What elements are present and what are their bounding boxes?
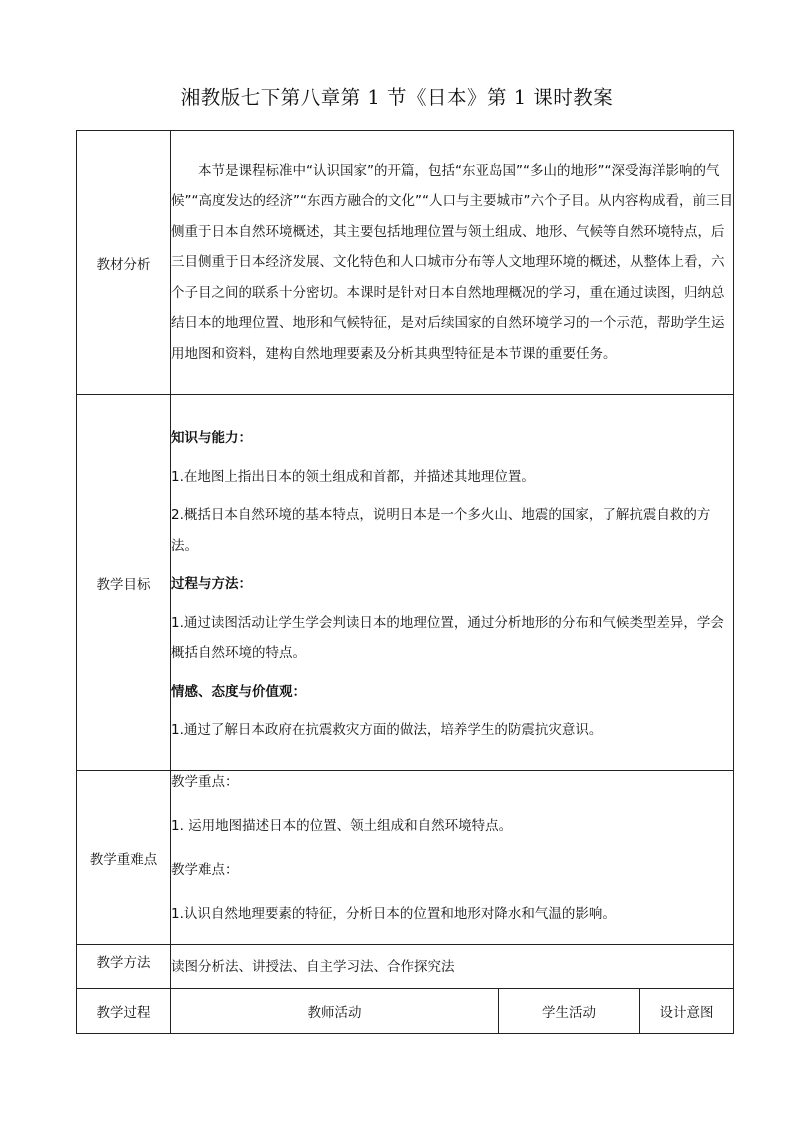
process-label: 教学过程 [77,989,171,1034]
analysis-label: 教材分析 [77,131,171,395]
teacher-activity-header: 教师活动 [171,989,499,1034]
keypoints-content [171,771,734,945]
methods-text: 读图分析法、讲授法、自主学习法、合作探究法 [171,945,734,989]
lesson-plan-table [76,130,734,1034]
process-row [77,989,734,1034]
analysis-text: 本节是课程标准中“认识国家”的开篇，包括“东亚岛国”“多山的地形”“深受海洋影响的气候”“高度发达的经济”“东西方融合的文化”“人口与主要城市”六个子目。从内容构成看，前三目侧重于日本自然环境概述，其主要包括地理位置与领土组成、地形、气候等自然环境特点，后三目侧重于日本经济发展、文化特色和人口城市分布等人文地理环境的概述，从整体上看，六个子目之间的联系十分密切。本课时是针对日本自然地理概况的学习，重在通过读图，归纳总结日本的地理位置、地形和气候特征，是对后续国家的自然环境学习的一个示范，帮助学生运用地图和资料，建构自然地理要素及分析其典型特征是本节课的重要任务。 [171,162,733,362]
knowledge-item-1: 1.在地图上指出日本的领土组成和首都，并描述其地理位置。 [171,468,535,485]
page-title: 湘教版七下第八章第 1 节《日本》第 1 课时教案 [180,86,614,109]
emotion-item-1: 1.通过了解日本政府在抗震救灾方面的做法，培养学生的防震抗灾意识。 [171,722,603,739]
focus-heading: 教学重点： [171,774,239,790]
difficulty-item-1: 1.认识自然地理要素的特征，分析日本的位置和地形对降水和气温的影响。 [171,906,616,922]
student-activity-header: 学生活动 [499,989,640,1034]
objectives-content [171,395,734,771]
methods-label: 教学方法 [77,945,171,989]
keypoints-label: 教学重难点 [77,771,171,945]
emotion-heading: 情感、态度与价值观： [171,683,306,700]
keypoints-row [77,771,734,945]
objectives-row [77,395,734,771]
difficulty-heading: 教学难点： [171,862,239,878]
methods-row [77,945,734,989]
analysis-row [77,131,734,395]
knowledge-heading: 知识与能力： [171,430,252,447]
design-intent-header: 设计意图 [640,989,734,1034]
focus-item-1: 1. 运用地图描述日本的位置、领土组成和自然环境特点。 [171,818,513,834]
objectives-label: 教学目标 [77,395,171,771]
knowledge-item-2: 2.概括日本自然环境的基本特点，说明日本是一个多火山、地震的国家，了解抗震自救的方法。 [171,507,711,554]
process-heading: 过程与方法： [171,576,252,593]
process-item-1: 1.通过读图活动让学生学会判读日本的地理位置，通过分析地形的分布和气候类型差异，学会概括自然环境的特点。 [171,614,724,662]
analysis-content [171,131,734,395]
